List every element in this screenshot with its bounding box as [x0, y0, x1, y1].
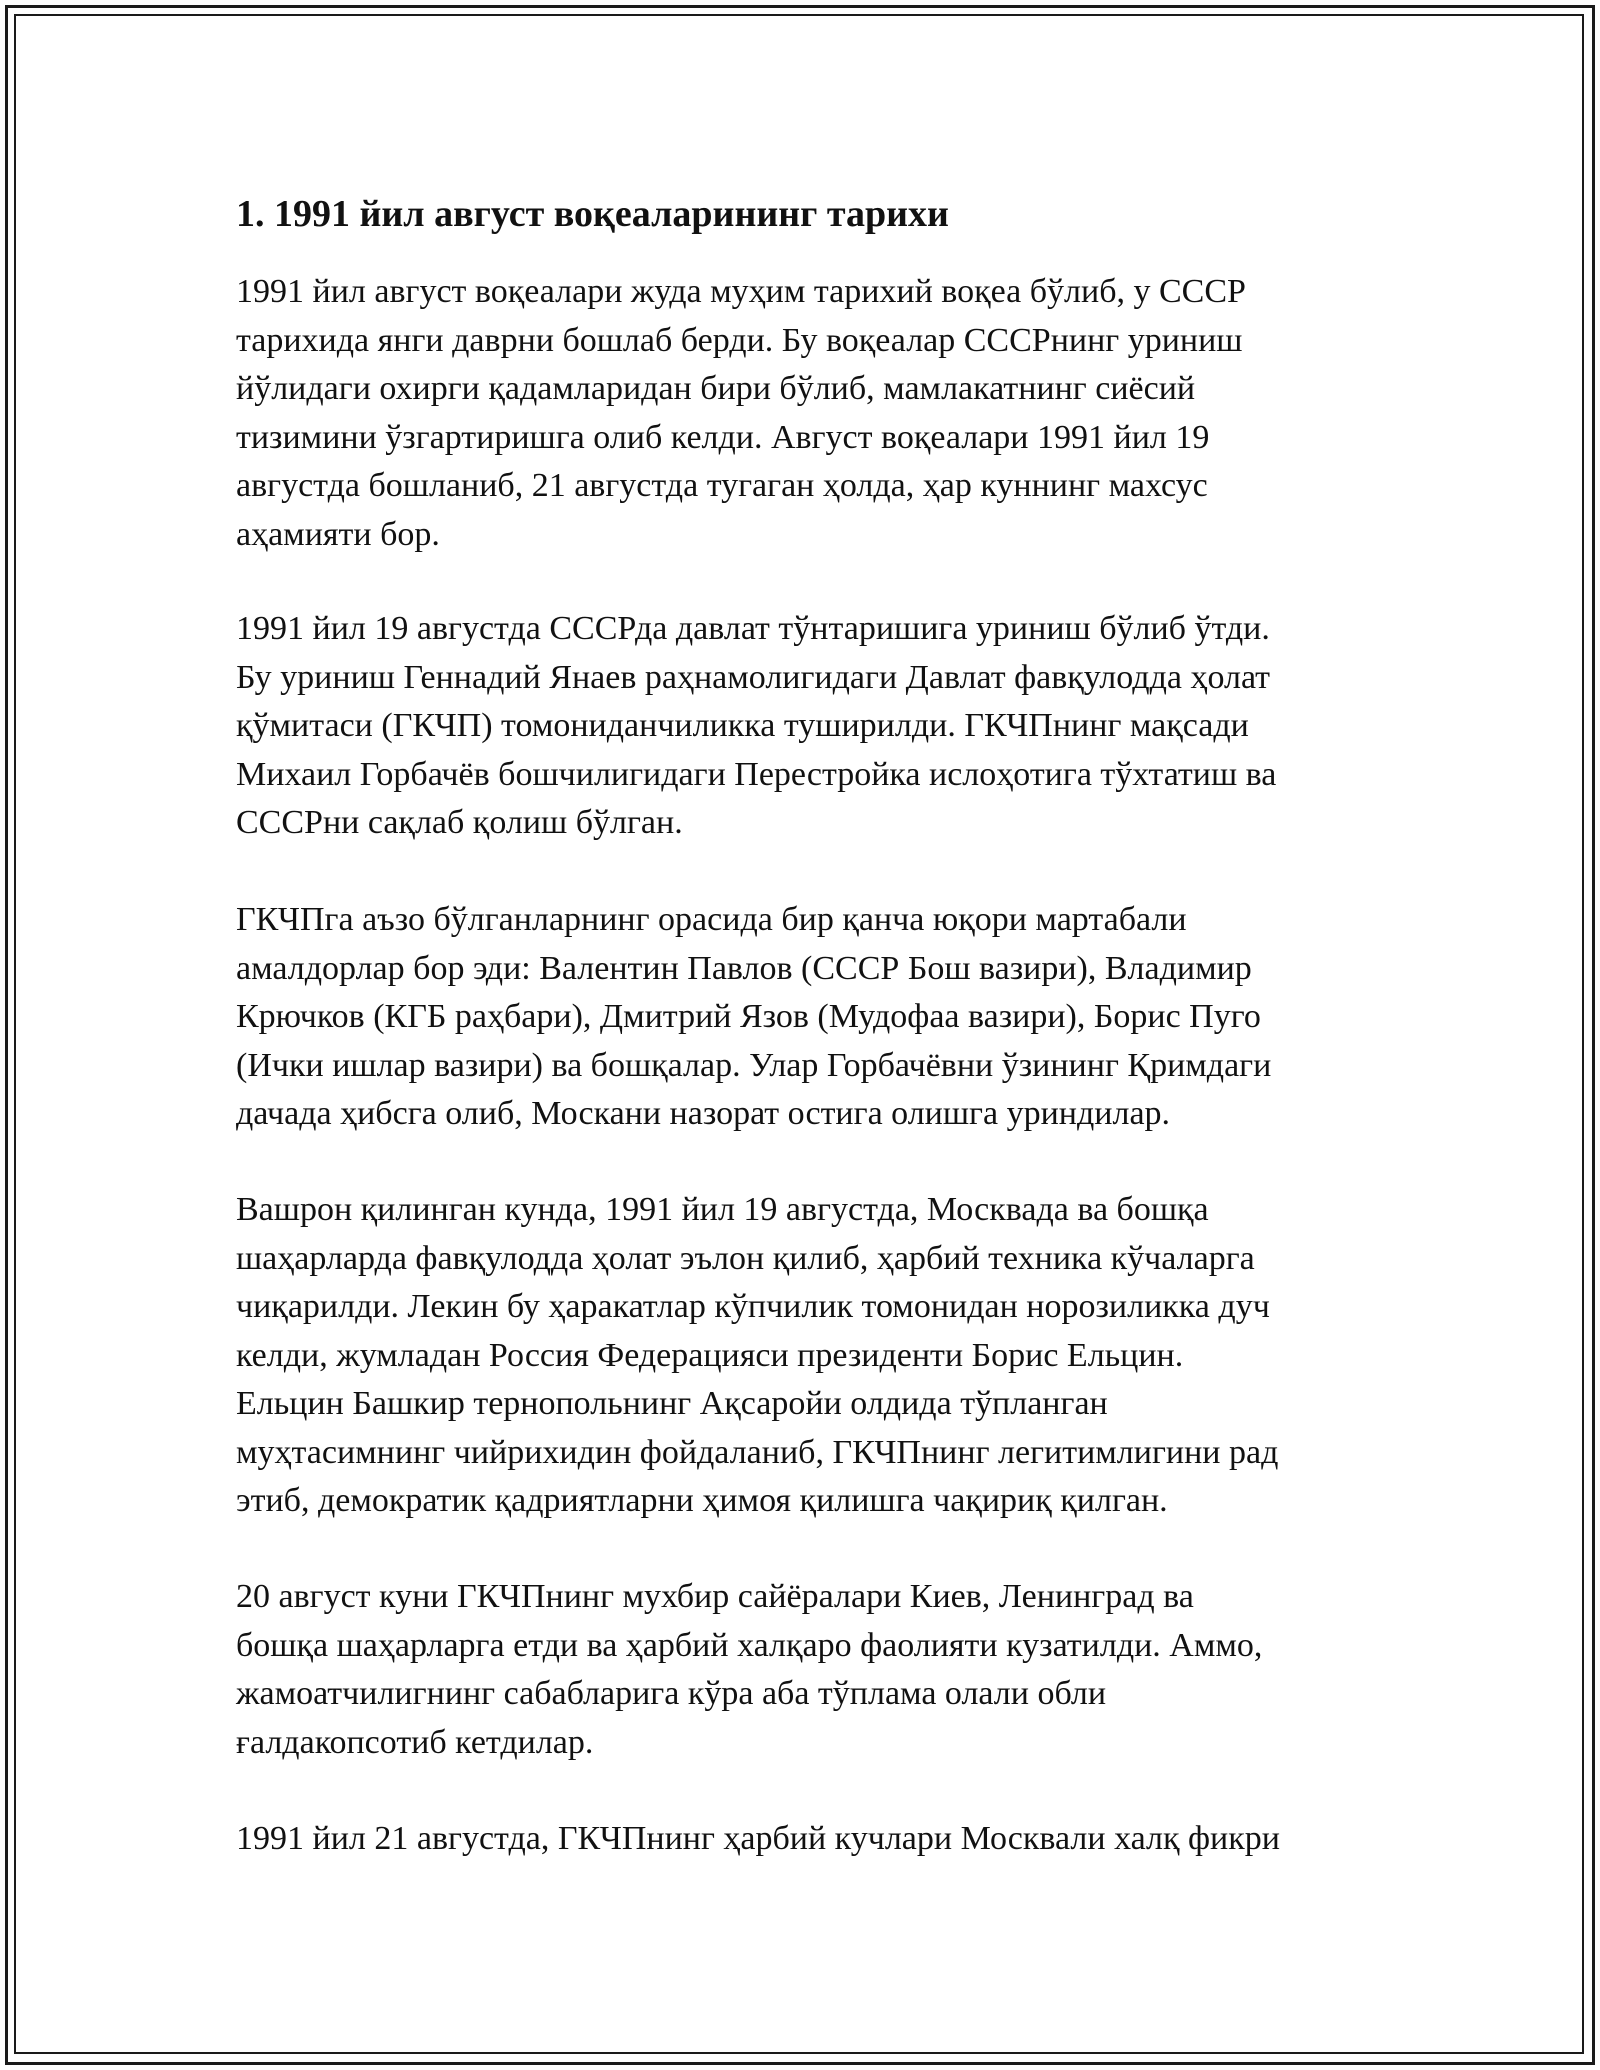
paragraph-3 — [236, 896, 1271, 1139]
paragraph-line: Бу уриниш Геннадий Янаев раҳнамолигидаги Давлат фавқулодда ҳолат — [236, 658, 1271, 696]
paragraph-4 — [236, 1186, 1278, 1526]
paragraph-2 — [236, 605, 1276, 848]
paragraph-line: шаҳарларда фавқулодда ҳолат эълон қилиб, ҳарбий техника кўчаларга — [236, 1239, 1255, 1277]
paragraph-line: августда бошланиб, 21 августда тугаган ҳолда, ҳар куннинг махсус — [236, 467, 1208, 504]
paragraph-line: 1991 йил 19 августда СССРда давлат тўнтаришига уриниш бўлиб ўтди. — [236, 610, 1270, 647]
paragraph-line: қўмитаси (ГКЧП) томониданчиликка туширилди. ГКЧПнинг мақсади — [236, 707, 1249, 744]
paragraph-line: дачада ҳибсга олиб, Москани назорат остига олишга уриндилар. — [236, 1095, 1171, 1132]
paragraph-line: аҳамияти бор. — [236, 515, 440, 553]
paragraph-line: (Ички ишлар вазири) ва бошқалар. Улар Горбачёвни ўзининг Қримдаги — [236, 1046, 1272, 1084]
paragraph-line: Михаил Горбачёв бошчилигидаги Перестройка ислоҳотига тўхтатиш ва — [236, 755, 1277, 793]
paragraph-5 — [236, 1573, 1262, 1767]
paragraph-line: Ельцин Башкир тернопольнинг Ақсаройи олдида тўпланган — [236, 1385, 1108, 1422]
paragraph-line: ГКЧПга аъзо бўлганларнинг орасида бир қанча юқори мартабали — [236, 901, 1187, 938]
paragraph-line: йўлидаги охирги қадамларидан бири бўлиб, мамлакатнинг сиёсий — [236, 370, 1196, 407]
paragraph-line: СССРни сақлаб қолиш бўлган. — [236, 804, 683, 841]
paragraph-line: этиб, демократик қадриятларни ҳимоя қилишга чақириқ қилган. — [236, 1482, 1168, 1519]
paragraph-line: келди, жумладан Россия Федерацияси президенти Борис Ельцин. — [236, 1336, 1184, 1374]
paragraph-line: 1991 йил 21 августда, ГКЧПнинг ҳарбий кучлари Москвали халқ фикри — [236, 1820, 1280, 1857]
paragraph-line: ғалдакопсотиб кетдилар. — [236, 1723, 594, 1761]
paragraph-6 — [236, 1815, 1280, 1864]
paragraph-line: тизимини ўзгартиришга олиб келди. Август воқеалари 1991 йил 19 — [236, 418, 1210, 456]
paragraph-line: жамоатчилигнинг сабабларига кўра аба тўплама олали обли — [236, 1675, 1107, 1712]
paragraph-line: 20 август куни ГКЧПнинг мухбир сайёралари Киев, Ленинград ва — [236, 1578, 1194, 1615]
paragraph-line: муҳтасимнинг чийрихидин фойдаланиб, ГКЧПнинг легитимлигини рад — [236, 1433, 1279, 1471]
section-heading: 1. 1991 йил август воқеаларининг тарихи — [236, 193, 949, 235]
paragraph-line: амалдорлар бор эди: Валентин Павлов (СССР Бош вазири), Владимир — [236, 949, 1252, 987]
paragraph-line: тарихида янги даврни бошлаб берди. Бу воқеалар СССРнинг уриниш — [236, 321, 1243, 359]
paragraph-line: 1991 йил август воқеалари жуда муҳим тарихий воқеа бўлиб, у СССР — [236, 273, 1246, 310]
paragraph-line: бошқа шаҳарларга етди ва ҳарбий халқаро фаолияти кузатилди. Аммо, — [236, 1626, 1263, 1664]
paragraph-line: чиқарилди. Лекин бу ҳаракатлар кўпчилик томонидан норозиликка дуч — [236, 1288, 1270, 1325]
paragraph-1 — [236, 268, 1246, 559]
paragraph-line: Вашрон қилинган кунда, 1991 йил 19 августда, Москвада ва бошқа — [236, 1191, 1209, 1228]
paragraph-line: Крючков (КГБ раҳбари), Дмитрий Язов (Мудофаа вазири), Борис Пуго — [236, 998, 1261, 1035]
